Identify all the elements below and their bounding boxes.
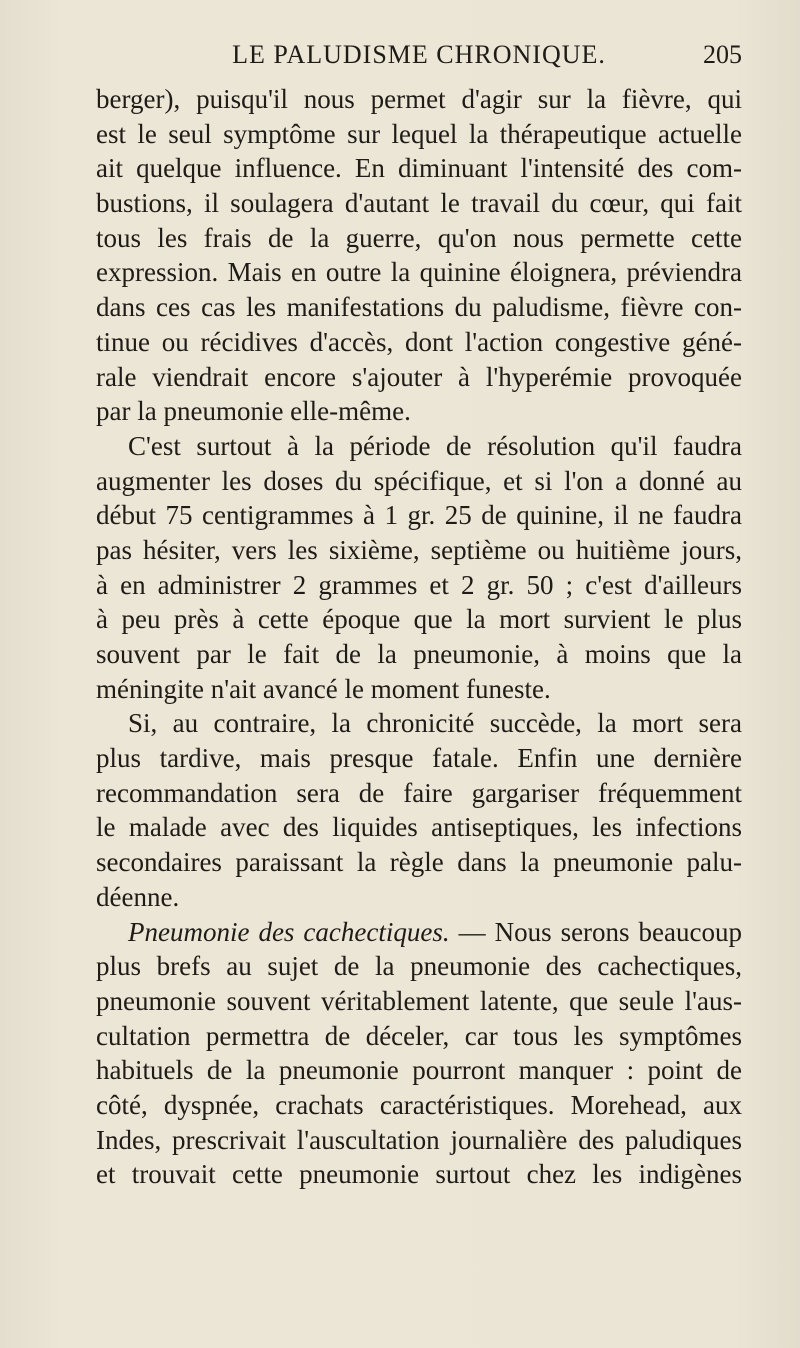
text-line: à peu près à cette époque que la mort survient le plus [96, 604, 742, 635]
text-line: Indes, prescrivait l'auscultation journalière des paludiques [96, 1124, 742, 1155]
text-line: bustions, il soulagera d'autant le travail du cœur, qui fait [96, 188, 742, 219]
text-line: tous les frais de la guerre, qu'on nous permette cette [96, 222, 742, 253]
text-line: dans ces cas les manifestations du paludisme, fièvre con- [96, 292, 742, 323]
text-line: côté, dyspnée, crachats caractéristiques. Morehead, aux [96, 1089, 742, 1120]
section-heading: Pneumonie des cachectiques. [128, 916, 450, 947]
text-line: plus brefs au sujet de la pneumonie des cachectiques, [96, 951, 742, 982]
text-line: rale viendrait encore s'ajouter à l'hyperémie provoquée [96, 361, 742, 392]
text-line: C'est surtout à la période de résolution qu'il faudra [128, 430, 742, 461]
running-head [96, 40, 742, 80]
section-heading-continuation: — Nous serons beaucoup [449, 916, 742, 947]
text-line: recommandation sera de faire gargariser fréquemment [96, 777, 742, 808]
text-line: berger), puisqu'il nous permet d'agir sur la fièvre, qui [96, 84, 742, 114]
text-line: habituels de la pneumonie pourront manquer : point de [96, 1055, 742, 1086]
text-line: méningite n'ait avancé le moment funeste. [96, 673, 551, 704]
text-line: début 75 centigrammes à 1 gr. 25 de quinine, il ne faudra [96, 500, 742, 531]
text-line: et trouvait cette pneumonie surtout chez les indigènes [96, 1159, 742, 1190]
text-line: souvent par le fait de la pneumonie, à moins que la [96, 639, 742, 669]
text-line: à en administrer 2 grammes et 2 gr. 50 ; c'est d'ailleurs [96, 569, 742, 600]
text-line: par la pneumonie elle-même. [96, 396, 411, 427]
text-line: ait quelque influence. En diminuant l'intensité des com- [96, 153, 742, 184]
section-first-line [96, 915, 742, 950]
running-title: LE PALUDISME CHRONIQUE. [232, 40, 606, 69]
text-line: Si, au contraire, la chronicité succède, la mort sera [128, 708, 742, 739]
text-line: le malade avec des liquides antiseptiques, les infections [96, 812, 742, 843]
text-line: tinue ou récidives d'accès, dont l'action congestive géné- [96, 326, 742, 357]
text-line: pas hésiter, vers les sixième, septième ou huitième jours, [96, 534, 742, 565]
text-line: expression. Mais en outre la quinine éloignera, préviendra [96, 257, 742, 288]
text-line: cultation permettra de déceler, car tous les symptômes [96, 1020, 742, 1051]
text-line: secondaires paraissant la règle dans la pneumonie palu- [96, 847, 742, 878]
body-text [96, 82, 742, 1192]
text-line: pneumonie souvent véritablement latente, que seule l'aus- [96, 985, 742, 1016]
page-number: 205 [703, 40, 742, 69]
text-line: augmenter les doses du spécifique, et si l'on a donné au [96, 465, 742, 496]
text-line: plus tardive, mais presque fatale. Enfin une dernière [96, 743, 742, 774]
text-line: déenne. [96, 881, 180, 912]
text-line: est le seul symptôme sur lequel la thérapeutique actuelle [96, 118, 742, 149]
